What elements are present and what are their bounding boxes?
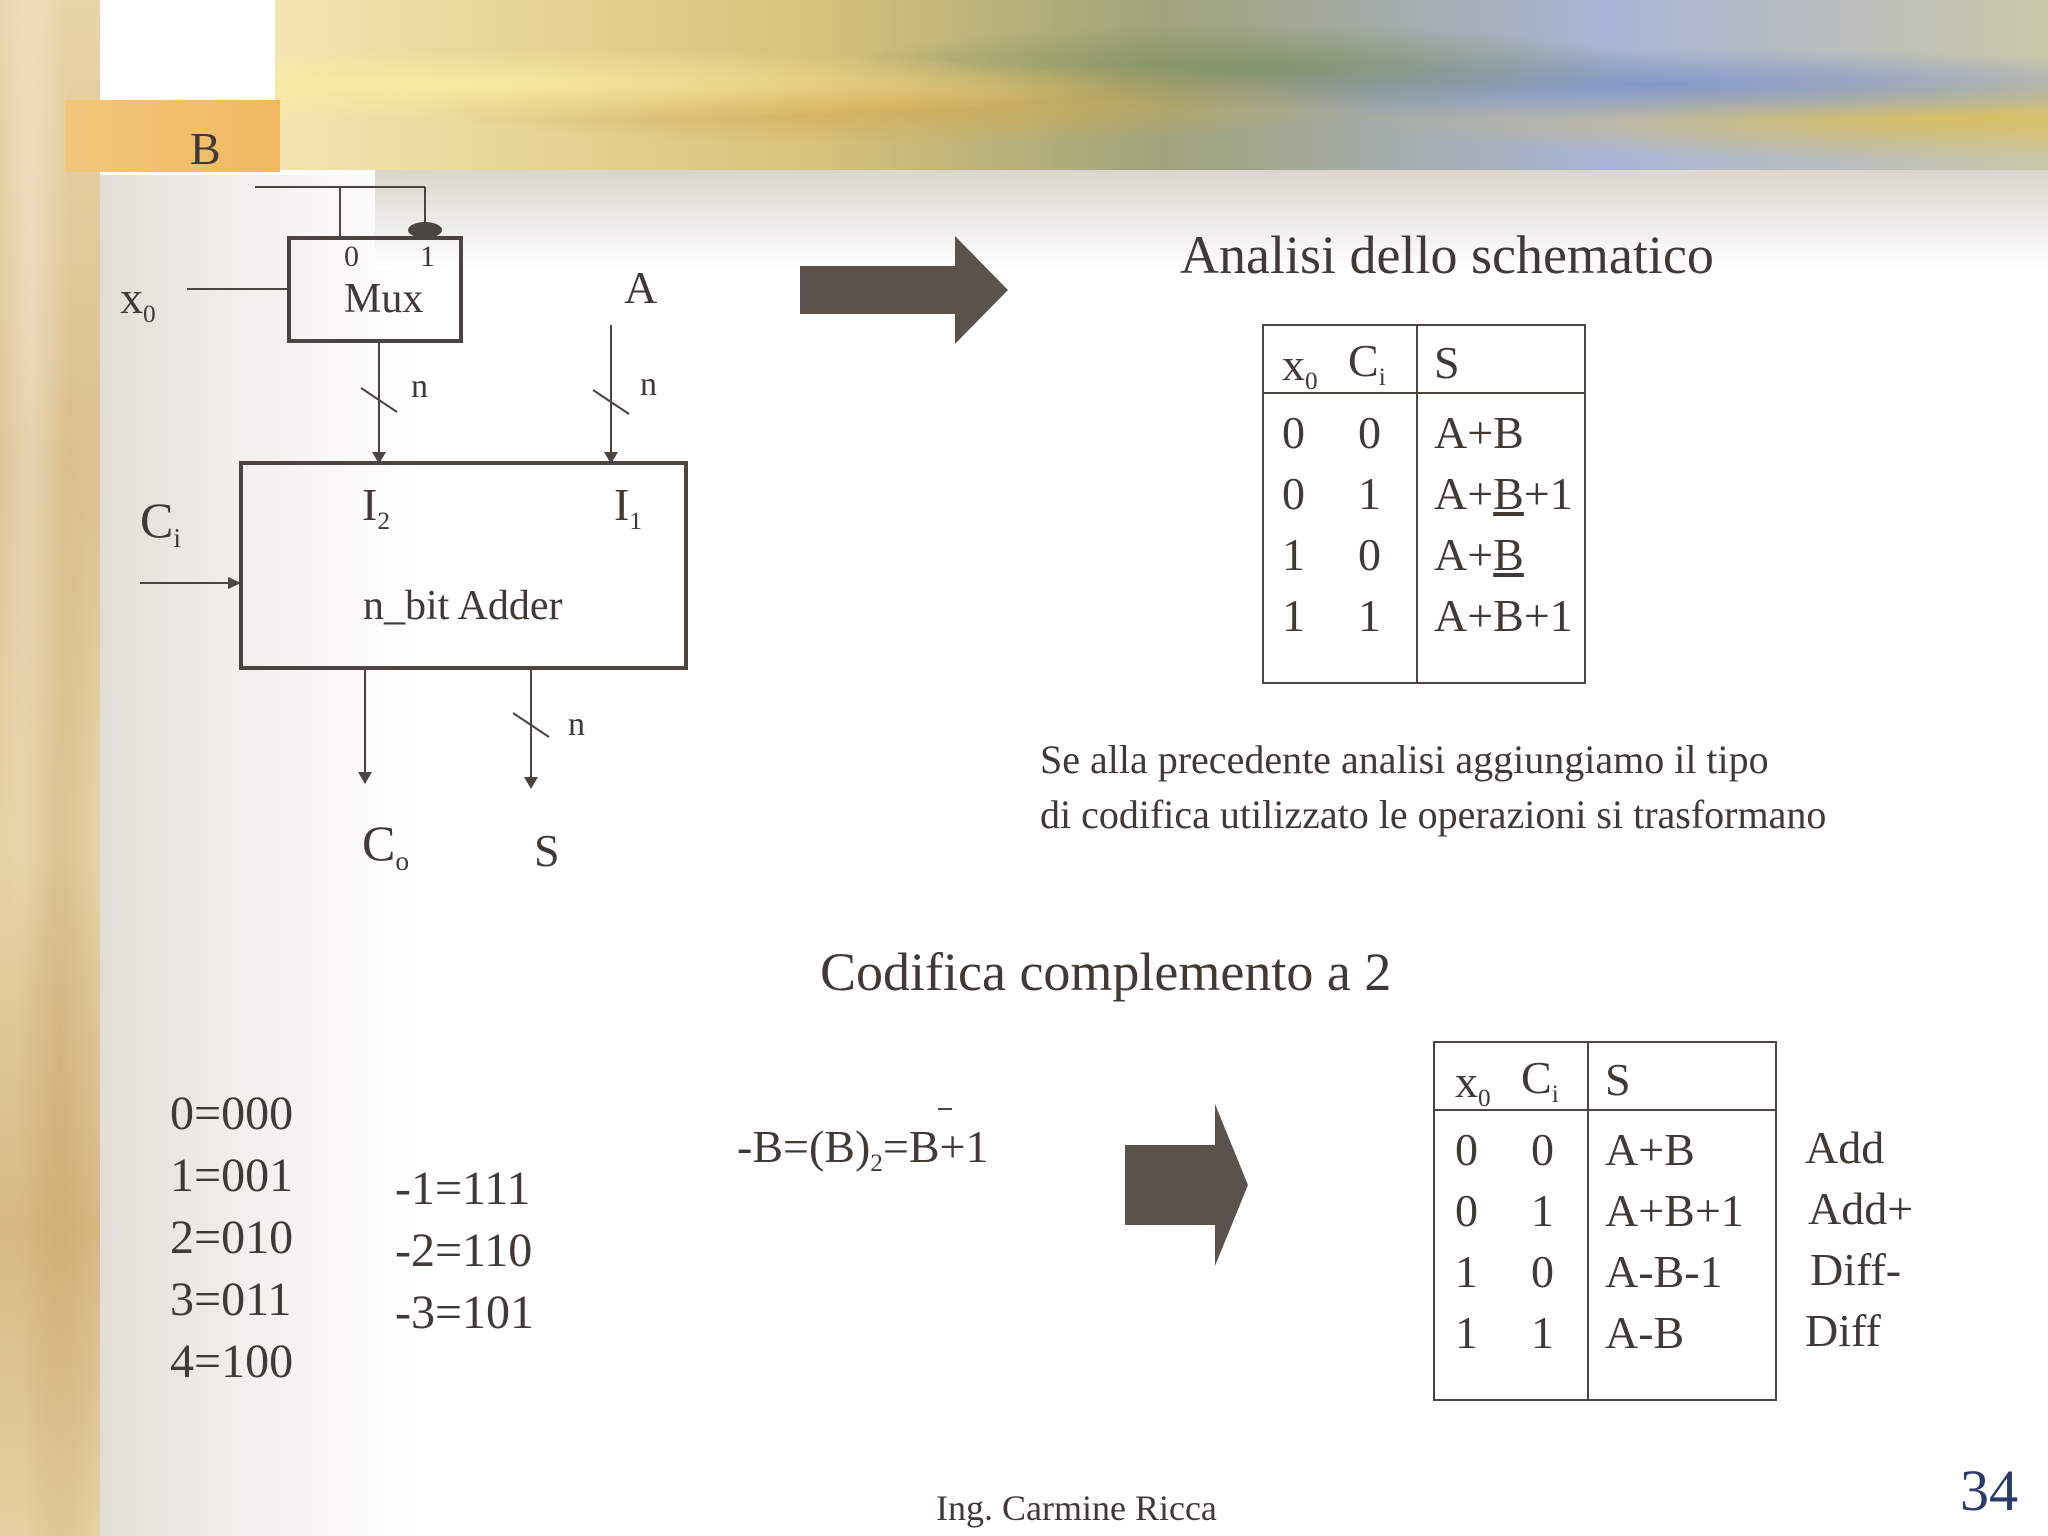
table-cell: 0: [1282, 468, 1305, 519]
table-header-x0: x0: [1282, 339, 1318, 395]
carry-out-label: Co: [362, 815, 410, 876]
operation-label: Diff: [1805, 1305, 1881, 1356]
analysis-note-line2: di codifica utilizzato le operazioni si trasformano: [1040, 792, 1827, 837]
table-cell: 1: [1455, 1246, 1478, 1297]
operation-label: Add: [1805, 1122, 1885, 1173]
mux-input1-label: 1: [420, 240, 435, 273]
table-cell: 1: [1531, 1185, 1554, 1236]
operation-label: Diff-: [1810, 1244, 1902, 1295]
adder-input1-label: I1: [614, 479, 642, 535]
table-header-x0: x0: [1455, 1056, 1491, 1112]
page-number: 34: [1960, 1458, 2018, 1523]
table-cell: 1: [1358, 590, 1381, 641]
footer-author: Ing. Carmine Ricca: [936, 1488, 1217, 1528]
operation-label: Add+: [1808, 1183, 1914, 1234]
table-cell: 1: [1282, 590, 1305, 641]
arrow-right-icon: [800, 236, 1008, 344]
carry-in-label: Ci: [140, 492, 181, 553]
sum-arrowhead: [524, 777, 538, 789]
bus-width-label: n: [640, 366, 657, 403]
negative-code-1: -2=110: [395, 1224, 533, 1277]
analysis-table: [1262, 324, 1586, 684]
encoding-title: Codifica complemento a 2: [820, 942, 1392, 1002]
positive-code-2: 2=010: [170, 1211, 294, 1264]
complement-formula: -B=(B)2=B+1: [737, 1121, 989, 1177]
adder-input2-label: I2: [362, 479, 390, 535]
table-cell: A+B+1: [1605, 1185, 1744, 1236]
table-cell: A+B+1: [1434, 468, 1573, 519]
bus-width-label: n: [411, 368, 428, 405]
negative-code-0: -1=111: [395, 1162, 531, 1215]
table-cell: 1: [1358, 468, 1381, 519]
table-cell: A-B-1: [1605, 1246, 1723, 1297]
select-x0-label: x0: [120, 272, 156, 328]
adder-label: n_bit Adder: [363, 583, 563, 629]
table-cell: A+B+1: [1434, 590, 1573, 641]
bus-width-label: n: [568, 706, 585, 743]
table-cell: A-B: [1605, 1307, 1685, 1358]
table-cell: A+B: [1605, 1124, 1695, 1175]
table-header-ci: Ci: [1521, 1052, 1559, 1108]
analysis-title: Analisi dello schematico: [1180, 225, 1714, 285]
table-header-s: S: [1605, 1054, 1631, 1105]
table-header-s: S: [1434, 337, 1460, 388]
table-cell: 1: [1531, 1307, 1554, 1358]
sum-output-label: S: [534, 825, 560, 876]
mux-input0-label: 0: [344, 240, 359, 273]
table-cell: 0: [1358, 407, 1381, 458]
operations-table: [1433, 1041, 1777, 1401]
table-cell: 0: [1358, 529, 1381, 580]
negative-code-2: -3=101: [395, 1286, 535, 1339]
table-cell: 0: [1282, 407, 1305, 458]
carry-out-arrowhead: [358, 772, 372, 784]
input-b-label: B: [190, 123, 221, 174]
arrow-right-icon: [1125, 1104, 1248, 1266]
positive-code-1: 1=001: [170, 1149, 294, 1202]
input-a-label: A: [624, 262, 658, 313]
table-cell: A+B: [1434, 407, 1524, 458]
table-cell: 1: [1455, 1307, 1478, 1358]
table-cell: 1: [1282, 529, 1305, 580]
table-cell: 0: [1531, 1124, 1554, 1175]
table-cell: 0: [1455, 1124, 1478, 1175]
table-header-ci: Ci: [1348, 335, 1386, 391]
table-cell: A+B: [1434, 529, 1524, 580]
positive-code-4: 4=100: [170, 1335, 294, 1388]
positive-code-0: 0=000: [170, 1087, 294, 1140]
analysis-note-line1: Se alla precedente analisi aggiungiamo il tipo: [1040, 737, 1769, 782]
mux-connection-dot: [408, 222, 442, 238]
positive-code-3: 3=011: [170, 1273, 292, 1326]
table-cell: 0: [1455, 1185, 1478, 1236]
table-cell: 0: [1531, 1246, 1554, 1297]
mux-label: Mux: [344, 276, 424, 322]
